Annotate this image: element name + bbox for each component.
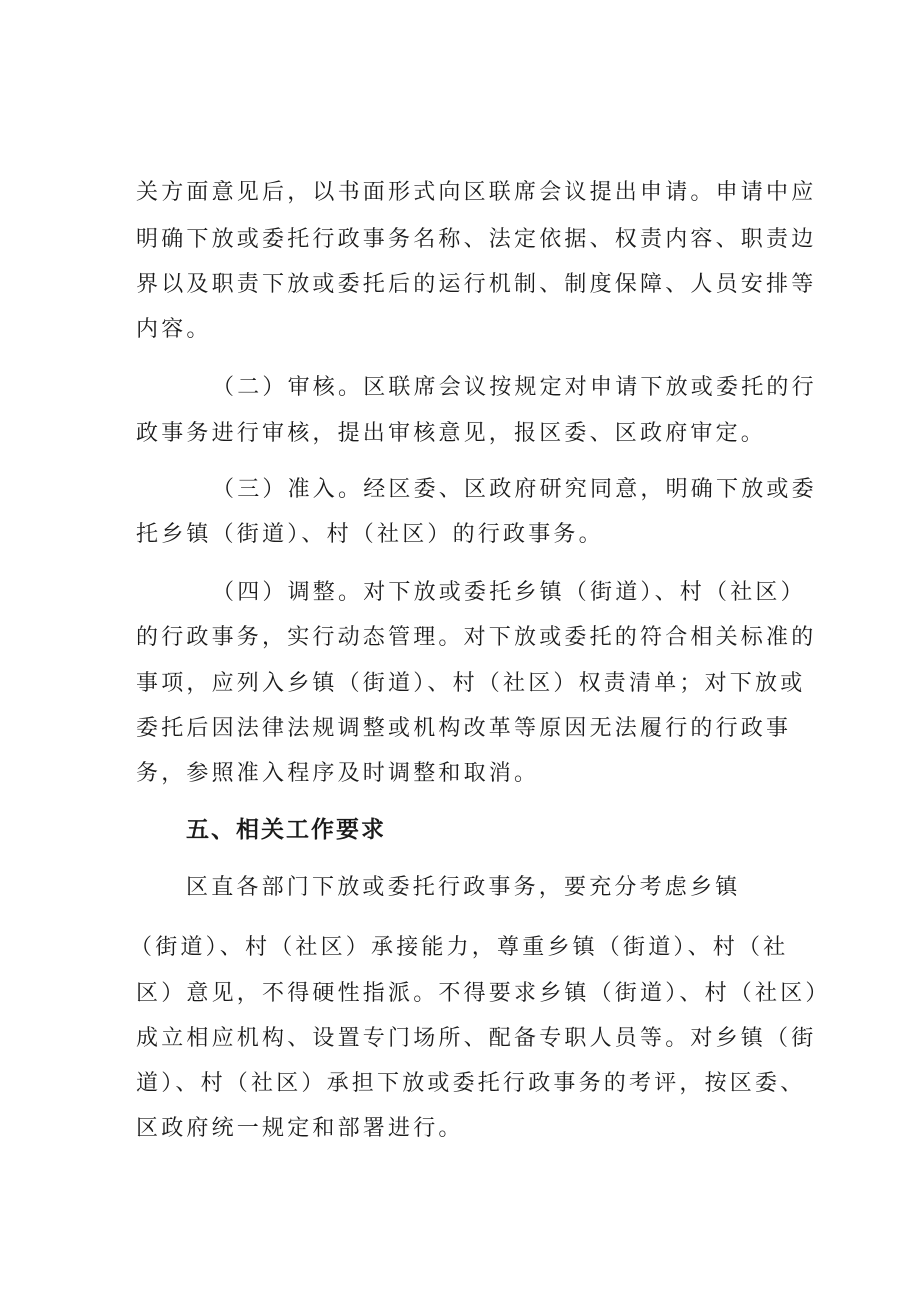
text-line: （街道）、村（社区）承接能力，尊重乡镇（街道）、村（社 — [130, 935, 789, 960]
text-line: 成立相应机构、设置专门场所、配备专职人员等。对乡镇（街 — [136, 1026, 817, 1051]
text-line: 托乡镇（街道）、村（社区）的行政事务。 — [136, 522, 604, 547]
text-line: 务，参照准入程序及时调整和取消。 — [136, 761, 540, 786]
text-line: 内容。 — [136, 317, 212, 342]
text-line: 界以及职责下放或委托后的运行机制、制度保障、人员安排等 — [136, 272, 817, 297]
section-heading: 五、相关工作要求 — [186, 817, 386, 843]
text-line: 道）、村（社区）承担下放或委托行政事务的考评，按区委、 — [136, 1071, 806, 1096]
text-line: 区）意见，不得硬性指派。不得要求乡镇（街道）、村（社区） — [136, 981, 831, 1006]
text-line: （三）准入。经区委、区政府研究同意，明确下放或委 — [212, 477, 817, 502]
text-line: （四）调整。对下放或委托乡镇（街道）、村（社区） — [212, 580, 806, 605]
text-line: 区政府统一规定和部署进行。 — [136, 1116, 464, 1141]
text-line: 的行政事务，实行动态管理。对下放或委托的符合相关标准的 — [136, 625, 817, 650]
text-line: 关方面意见后，以书面形式向区联席会议提出申请。申请中应 — [136, 180, 817, 205]
text-line: 委托后因法律法规调整或机构改革等原因无法履行的行政事 — [136, 716, 792, 741]
text-line: 事项，应列入乡镇（街道）、村（社区）权责清单；对下放或 — [136, 671, 806, 696]
text-line: （二）审核。区联席会议按规定对申请下放或委托的行 — [212, 375, 817, 400]
text-line: 政事务进行审核，提出审核意见，报区委、区政府审定。 — [136, 421, 767, 446]
text-line: 明确下放或委托行政事务名称、法定依据、权责内容、职责边 — [136, 227, 817, 252]
text-line: 区直各部门下放或委托行政事务，要充分考虑乡镇 — [186, 875, 741, 900]
